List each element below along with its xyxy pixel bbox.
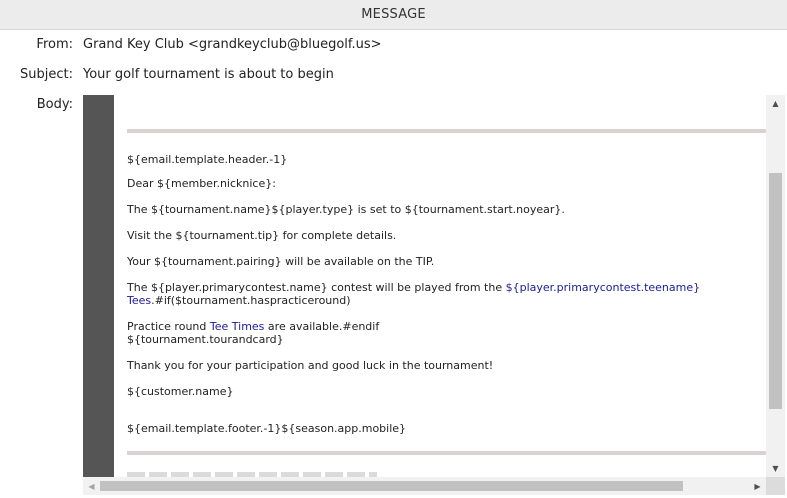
message-title: MESSAGE: [361, 7, 426, 22]
header-separator: [127, 129, 766, 133]
practice-suffix: are available.#endif: [264, 320, 380, 333]
message-header: [0, 0, 787, 30]
from-value: Grand Key Club <grandkeyclub@bluegolf.us>: [83, 37, 382, 52]
practice-line: [127, 320, 379, 333]
subject-label: Subject:: [20, 67, 73, 82]
triangle-down-icon[interactable]: ▼: [772, 464, 779, 473]
tee-name-link[interactable]: ${player.primarycontest.teename}: [505, 281, 701, 294]
practice-prefix: Practice round: [127, 320, 210, 333]
triangle-up-icon[interactable]: ▲: [772, 99, 779, 108]
horizontal-scroll-thumb[interactable]: [100, 481, 683, 491]
visit-line: Visit the ${tournament.tip} for complete details.: [127, 229, 397, 242]
footer-separator: [127, 451, 766, 455]
thanks-line: Thank you for your participation and good luck in the tournament!: [127, 359, 494, 372]
scrollbar-corner: [766, 477, 785, 495]
contest-line: [127, 281, 700, 294]
email-body-viewer[interactable]: [83, 95, 785, 495]
tee-times-link[interactable]: Tee Times: [209, 320, 265, 333]
footer-line: ${email.template.footer.-1}${season.app.mobile}: [127, 422, 407, 435]
tourandcard-line: ${tournament.tourandcard}: [127, 333, 284, 346]
contest-line-continued: [127, 294, 351, 307]
contest-suffix: .#if($tournament.haspracticeround): [151, 294, 351, 307]
body-label: Body:: [36, 97, 73, 112]
template-header-line: ${email.template.header.-1}: [127, 153, 288, 166]
horizontal-scrollbar[interactable]: [83, 477, 766, 495]
from-label: From:: [36, 37, 73, 52]
vertical-scroll-thumb[interactable]: [769, 173, 782, 409]
email-template-left-strip: [83, 95, 114, 477]
customer-line: ${customer.name}: [127, 385, 234, 398]
tournament-line: The ${tournament.name}${player.type} is set to ${tournament.start.noyear}.: [127, 203, 565, 216]
subject-value: Your golf tournament is about to begin: [83, 67, 334, 82]
greeting-line: Dear ${member.nicknice}:: [127, 177, 276, 190]
triangle-right-icon[interactable]: ▶: [754, 481, 761, 491]
pairing-line: Your ${tournament.pairing} will be available on the TIP.: [127, 255, 435, 268]
vertical-scrollbar[interactable]: [766, 95, 785, 477]
contest-text: The ${player.primarycontest.name} contest will be played from the: [127, 281, 506, 294]
triangle-left-icon[interactable]: ◀: [88, 481, 95, 491]
tees-link[interactable]: Tees: [127, 294, 152, 307]
email-body-content: [114, 95, 766, 477]
